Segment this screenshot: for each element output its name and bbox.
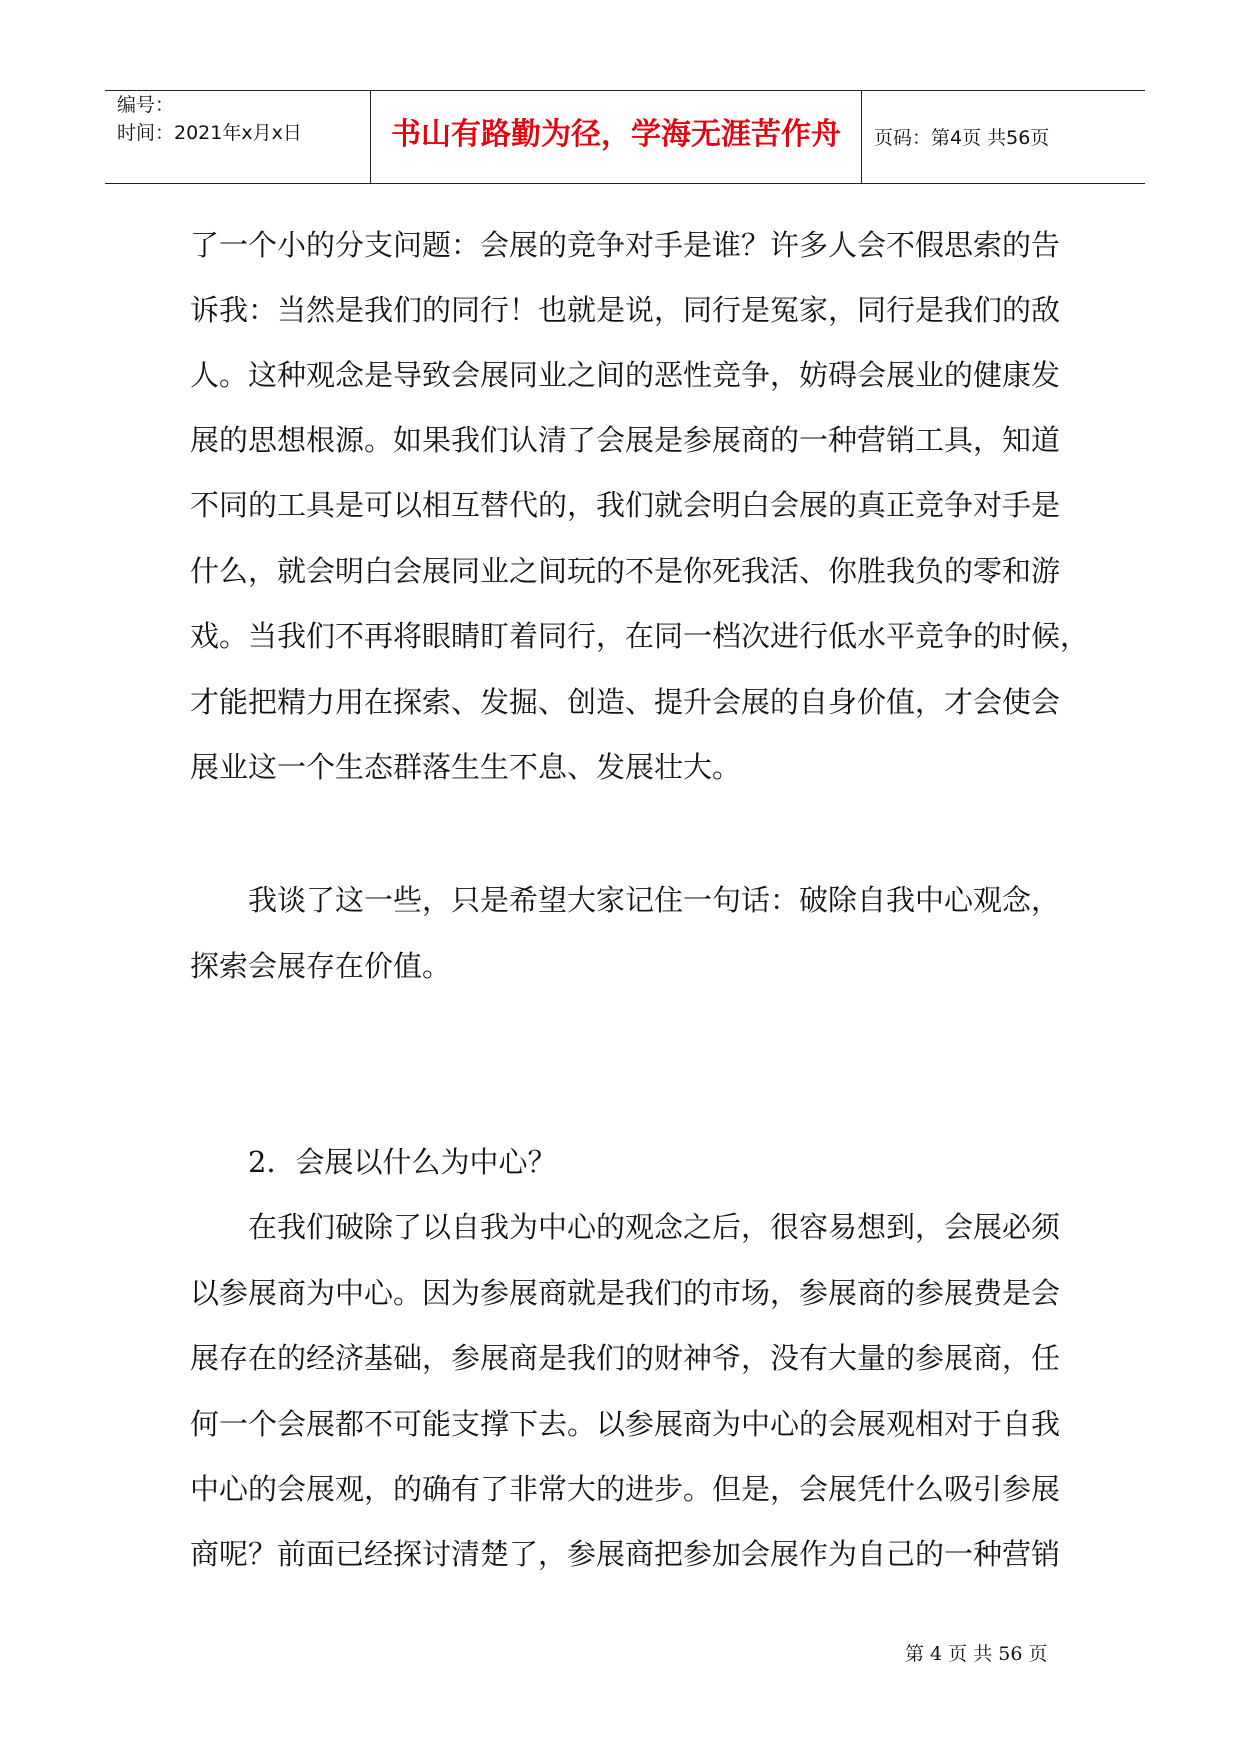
body-line: 展存在的经济基础，参展商是我们的财神爷，没有大量的参展商，任 bbox=[190, 1341, 1061, 1375]
body-line: 人。这种观念是导致会展同业之间的恶性竞争，妨碍会展业的健康发 bbox=[190, 358, 1061, 392]
header-motto: 书山有路勤为径，学海无涯苦作舟 bbox=[391, 117, 841, 152]
header-divider-left bbox=[370, 90, 371, 183]
body-line: 以参展商为中心。因为参展商就是我们的市场，参展商的参展费是会 bbox=[190, 1276, 1061, 1310]
body-line: 展业这一个生态群落生生不息、发展壮大。 bbox=[190, 750, 742, 784]
header-bottom-rule bbox=[105, 183, 1145, 184]
body-line: 了一个小的分支问题：会展的竞争对手是谁？许多人会不假思索的告 bbox=[190, 228, 1061, 262]
body-line: 展的思想根源。如果我们认清了会展是参展商的一种营销工具，知道 bbox=[190, 423, 1061, 457]
body-line: 我谈了这一些，只是希望大家记住一句话：破除自我中心观念， bbox=[248, 883, 1061, 917]
body-line: 中心的会展观，的确有了非常大的进步。但是，会展凭什么吸引参展 bbox=[190, 1472, 1061, 1506]
body-line: 商呢？前面已经探讨清楚了，参展商把参加会展作为自己的一种营销 bbox=[190, 1537, 1061, 1571]
page-footer: 第 4 页 共 56 页 bbox=[905, 1643, 1048, 1665]
body-line: 戏。当我们不再将眼睛盯着同行，在同一档次进行低水平竞争的时候， bbox=[190, 619, 1090, 653]
header-page-info: 页码：第4页 共56页 bbox=[874, 127, 1050, 149]
header-number-label: 编号： bbox=[117, 94, 175, 116]
body-line: 诉我：当然是我们的同行！也就是说，同行是冤家，同行是我们的敌 bbox=[190, 293, 1061, 327]
header-top-rule bbox=[105, 90, 1145, 91]
body-line: 不同的工具是可以相互替代的，我们就会明白会展的真正竞争对手是 bbox=[190, 488, 1061, 522]
section-heading: 2．会展以什么为中心？ bbox=[248, 1145, 557, 1179]
body-line: 在我们破除了以自我为中心的观念之后，很容易想到，会展必须 bbox=[248, 1210, 1061, 1244]
body-line: 探索会展存在价值。 bbox=[190, 949, 452, 983]
header-time: 时间：2021年x月x日 bbox=[117, 122, 302, 144]
header-divider-right bbox=[861, 90, 862, 183]
body-line: 什么，就会明白会展同业之间玩的不是你死我活、你胜我负的零和游 bbox=[190, 554, 1061, 588]
body-line: 何一个会展都不可能支撑下去。以参展商为中心的会展观相对于自我 bbox=[190, 1407, 1061, 1441]
body-line: 才能把精力用在探索、发掘、创造、提升会展的自身价值，才会使会 bbox=[190, 685, 1061, 719]
